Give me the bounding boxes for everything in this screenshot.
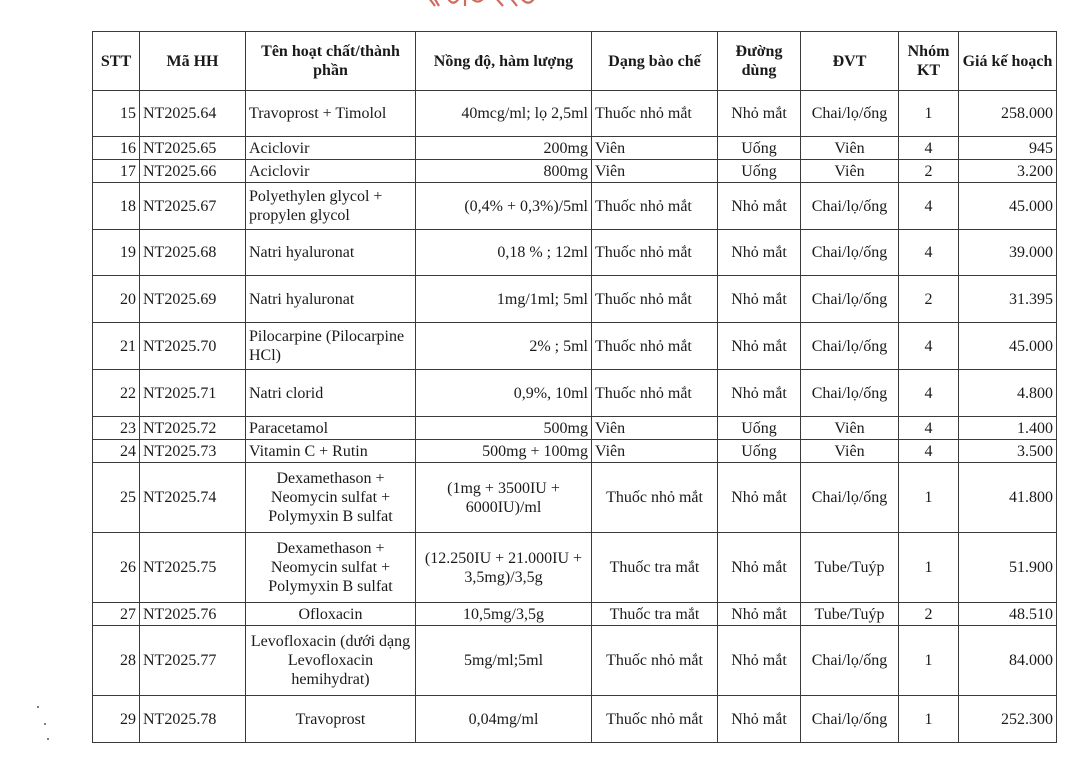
cell-unit: Chai/lọ/ống (801, 370, 899, 417)
cell-name: Natri hyaluronat (246, 230, 416, 276)
cell-form: Viên (592, 440, 718, 463)
table-row (93, 137, 1057, 160)
cell-name: Vitamin C + Rutin (246, 440, 416, 463)
cell-concentration: 40mcg/ml; lọ 2,5ml (416, 91, 592, 137)
cell-price: 1.400 (959, 417, 1057, 440)
header-route: Đường dùng (718, 32, 801, 91)
table-row (93, 160, 1057, 183)
cell-code: NT2025.70 (140, 323, 246, 370)
cell-unit: Tube/Tuýp (801, 603, 899, 626)
cell-unit: Chai/lọ/ống (801, 276, 899, 323)
cell-stt: 28 (93, 626, 140, 696)
cell-concentration: 10,5mg/3,5g (416, 603, 592, 626)
cell-form: Thuốc nhỏ mắt (592, 370, 718, 417)
cell-route: Nhỏ mắt (718, 276, 801, 323)
header-concentration: Nồng độ, hàm lượng (416, 32, 592, 91)
cell-price: 48.510 (959, 603, 1057, 626)
cell-form: Thuốc nhỏ mắt (592, 626, 718, 696)
header-name: Tên hoạt chất/thành phần (246, 32, 416, 91)
cell-concentration: 0,04mg/ml (416, 696, 592, 743)
header-group: Nhóm KT (899, 32, 959, 91)
table-row (93, 417, 1057, 440)
cell-stt: 26 (93, 533, 140, 603)
cell-stt: 27 (93, 603, 140, 626)
cell-route: Nhỏ mắt (718, 533, 801, 603)
cell-code: NT2025.64 (140, 91, 246, 137)
table-row (93, 533, 1057, 603)
cell-code: NT2025.74 (140, 463, 246, 533)
cell-name: Travoprost + Timolol (246, 91, 416, 137)
table-row (93, 626, 1057, 696)
cell-form: Thuốc nhỏ mắt (592, 230, 718, 276)
cell-code: NT2025.71 (140, 370, 246, 417)
table-row (93, 603, 1057, 626)
cell-form: Thuốc nhỏ mắt (592, 183, 718, 230)
cell-concentration: 2% ; 5ml (416, 323, 592, 370)
cell-concentration: 500mg + 100mg (416, 440, 592, 463)
cell-route: Uống (718, 417, 801, 440)
cell-route: Nhỏ mắt (718, 91, 801, 137)
cell-name: Aciclovir (246, 137, 416, 160)
cell-stt: 19 (93, 230, 140, 276)
cell-group: 2 (899, 160, 959, 183)
cell-group: 1 (899, 91, 959, 137)
cell-unit: Tube/Tuýp (801, 533, 899, 603)
table-row (93, 323, 1057, 370)
table-header-row (93, 32, 1057, 91)
cell-code: NT2025.73 (140, 440, 246, 463)
cell-code: NT2025.65 (140, 137, 246, 160)
cell-name: Ofloxacin (246, 603, 416, 626)
cell-form: Viên (592, 417, 718, 440)
cell-stt: 21 (93, 323, 140, 370)
header-form: Dạng bào chế (592, 32, 718, 91)
cell-group: 4 (899, 230, 959, 276)
cell-code: NT2025.72 (140, 417, 246, 440)
cell-stt: 16 (93, 137, 140, 160)
cell-stt: 24 (93, 440, 140, 463)
cell-concentration: 500mg (416, 417, 592, 440)
cell-price: 51.900 (959, 533, 1057, 603)
cell-route: Uống (718, 440, 801, 463)
cell-route: Nhỏ mắt (718, 183, 801, 230)
drug-price-table (92, 31, 1057, 743)
cell-group: 4 (899, 417, 959, 440)
cell-form: Thuốc nhỏ mắt (592, 463, 718, 533)
cell-price: 41.800 (959, 463, 1057, 533)
cell-name: Natri clorid (246, 370, 416, 417)
cell-concentration: (12.250IU + 21.000IU + 3,5mg)/3,5g (416, 533, 592, 603)
table-row (93, 276, 1057, 323)
cell-route: Nhỏ mắt (718, 626, 801, 696)
cell-form: Viên (592, 137, 718, 160)
cell-price: 252.300 (959, 696, 1057, 743)
cell-concentration: (0,4% + 0,3%)/5ml (416, 183, 592, 230)
cell-concentration: 800mg (416, 160, 592, 183)
cell-group: 1 (899, 533, 959, 603)
cell-route: Nhỏ mắt (718, 463, 801, 533)
cell-group: 4 (899, 183, 959, 230)
cell-form: Thuốc nhỏ mắt (592, 323, 718, 370)
cell-unit: Chai/lọ/ống (801, 696, 899, 743)
table-row (93, 183, 1057, 230)
cell-stt: 15 (93, 91, 140, 137)
cell-route: Nhỏ mắt (718, 603, 801, 626)
cell-price: 3.500 (959, 440, 1057, 463)
cell-concentration: 1mg/1ml; 5ml (416, 276, 592, 323)
cell-concentration: 200mg (416, 137, 592, 160)
cell-unit: Viên (801, 417, 899, 440)
cell-form: Thuốc tra mắt (592, 603, 718, 626)
cell-stt: 29 (93, 696, 140, 743)
cell-unit: Chai/lọ/ống (801, 230, 899, 276)
cell-stt: 25 (93, 463, 140, 533)
cell-group: 2 (899, 603, 959, 626)
cell-group: 1 (899, 626, 959, 696)
cell-price: 3.200 (959, 160, 1057, 183)
table-row (93, 696, 1057, 743)
cell-route: Nhỏ mắt (718, 696, 801, 743)
cell-form: Thuốc tra mắt (592, 533, 718, 603)
cell-unit: Chai/lọ/ống (801, 463, 899, 533)
cell-price: 258.000 (959, 91, 1057, 137)
scan-speck (37, 706, 39, 708)
cell-stt: 22 (93, 370, 140, 417)
cell-price: 45.000 (959, 323, 1057, 370)
cell-group: 1 (899, 463, 959, 533)
cell-name: Polyethylen glycol + propylen glycol (246, 183, 416, 230)
cell-route: Uống (718, 137, 801, 160)
cell-code: NT2025.75 (140, 533, 246, 603)
cell-name: Travoprost (246, 696, 416, 743)
cell-name: Aciclovir (246, 160, 416, 183)
cell-name: Dexamethason + Neomycin sulfat + Polymyxin B sulfat (246, 463, 416, 533)
cell-form: Thuốc nhỏ mắt (592, 91, 718, 137)
cell-route: Nhỏ mắt (718, 370, 801, 417)
cell-code: NT2025.67 (140, 183, 246, 230)
cell-group: 4 (899, 370, 959, 417)
cell-concentration: 0,18 % ; 12ml (416, 230, 592, 276)
table-row (93, 370, 1057, 417)
cell-group: 4 (899, 323, 959, 370)
cell-stt: 23 (93, 417, 140, 440)
cell-group: 4 (899, 440, 959, 463)
cell-price: 45.000 (959, 183, 1057, 230)
cell-unit: Viên (801, 160, 899, 183)
cell-name: Dexamethason + Neomycin sulfat + Polymyxin B sulfat (246, 533, 416, 603)
cell-unit: Chai/lọ/ống (801, 91, 899, 137)
cell-unit: Viên (801, 137, 899, 160)
cell-price: 945 (959, 137, 1057, 160)
table-row (93, 230, 1057, 276)
table-row (93, 91, 1057, 137)
cell-stt: 20 (93, 276, 140, 323)
cell-route: Uống (718, 160, 801, 183)
cell-form: Thuốc nhỏ mắt (592, 276, 718, 323)
cell-group: 1 (899, 696, 959, 743)
cell-group: 4 (899, 137, 959, 160)
table-row (93, 440, 1057, 463)
cell-concentration: 0,9%, 10ml (416, 370, 592, 417)
cell-unit: Chai/lọ/ống (801, 626, 899, 696)
cell-form: Viên (592, 160, 718, 183)
cell-code: NT2025.76 (140, 603, 246, 626)
cell-code: NT2025.68 (140, 230, 246, 276)
cell-stt: 18 (93, 183, 140, 230)
cell-price: 31.395 (959, 276, 1057, 323)
cell-unit: Viên (801, 440, 899, 463)
cell-name: Pilocarpine (Pilocarpine HCl) (246, 323, 416, 370)
cell-code: NT2025.78 (140, 696, 246, 743)
cell-code: NT2025.77 (140, 626, 246, 696)
red-stamp-fragment (425, 0, 545, 8)
cell-unit: Chai/lọ/ống (801, 183, 899, 230)
cell-form: Thuốc nhỏ mắt (592, 696, 718, 743)
cell-route: Nhỏ mắt (718, 323, 801, 370)
cell-unit: Chai/lọ/ống (801, 323, 899, 370)
header-code: Mã HH (140, 32, 246, 91)
cell-price: 4.800 (959, 370, 1057, 417)
cell-group: 2 (899, 276, 959, 323)
cell-price: 39.000 (959, 230, 1057, 276)
header-unit: ĐVT (801, 32, 899, 91)
cell-price: 84.000 (959, 626, 1057, 696)
header-price: Giá kế hoạch (959, 32, 1057, 91)
scan-speck (44, 723, 46, 725)
cell-code: NT2025.66 (140, 160, 246, 183)
cell-name: Levofloxacin (dưới dạng Levofloxacin hemihydrat) (246, 626, 416, 696)
cell-code: NT2025.69 (140, 276, 246, 323)
cell-route: Nhỏ mắt (718, 230, 801, 276)
cell-stt: 17 (93, 160, 140, 183)
table-row (93, 463, 1057, 533)
header-stt: STT (93, 32, 140, 91)
cell-concentration: 5mg/ml;5ml (416, 626, 592, 696)
cell-name: Natri hyaluronat (246, 276, 416, 323)
cell-concentration: (1mg + 3500IU + 6000IU)/ml (416, 463, 592, 533)
scan-speck (47, 738, 49, 740)
cell-name: Paracetamol (246, 417, 416, 440)
